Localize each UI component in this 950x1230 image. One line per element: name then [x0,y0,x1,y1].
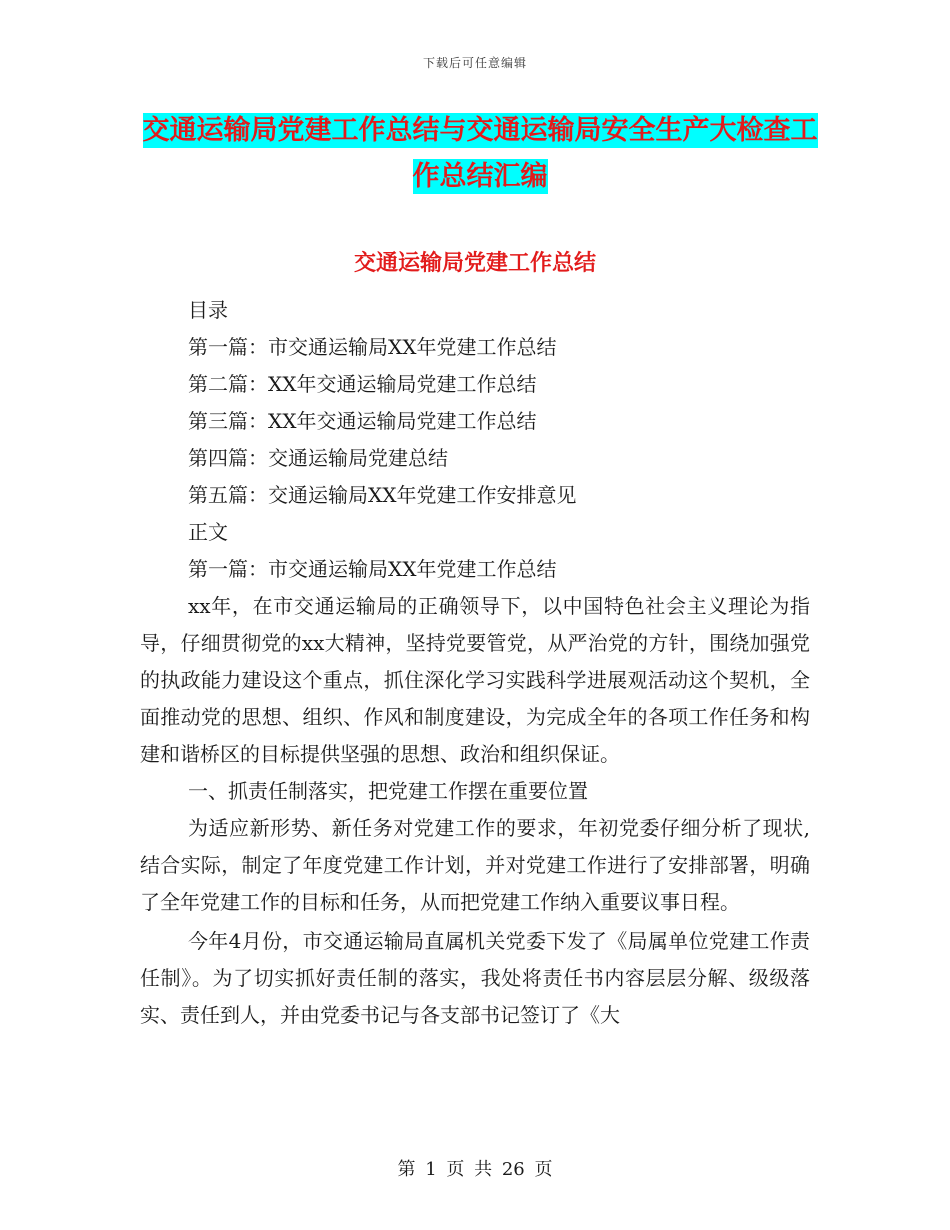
document-main-title [140,108,820,200]
header-note: 下载后可任意编辑 [422,56,527,70]
document-body [140,292,810,1034]
toc-item: 第四篇：交通运输局党建总结 [188,446,448,470]
page-footer: 第 1 页 共 26 页 [397,1159,553,1180]
paragraph-heading: 一、抓责任制落实，把党建工作摆在重要位置 [188,779,588,803]
toc-item: 第三篇：XX年交通运输局党建工作总结 [188,409,537,433]
toc-item: 第一篇：市交通运输局XX年党建工作总结 [188,335,557,359]
paragraph: xx年，在市交通运输局的正确领导下，以中国特色社会主义理论为指导，仔细贯彻党的xx大精神，坚持党要管党，从严治党的方针，围绕加强党的执政能力建设这个重点，抓住深化学习实践科学进展观活动这个契机，全面推动党的思想、组织、作风和制度建设，为完成全年的各项工作任务和构建和谐桥区的目标提供坚强的思想、政治和组织保证。 [140,594,810,766]
section-sub-title: 交通运输局党建工作总结 [353,251,596,276]
paragraph: 今年4月份，市交通运输局直属机关党委下发了《局属单位党建工作责任制》。为了切实抓好责任制的落实，我处将责任书内容层层分解、级级落实、责任到人，并由党委书记与各支部书记签订了《大 [140,929,810,1027]
toc-item: 第二篇：XX年交通运输局党建工作总结 [188,372,537,396]
main-title-highlight: 交通运输局党建工作总结与交通运输局安全生产大检查工作总结汇编 [142,115,818,192]
toc-item: 第五篇：交通运输局XX年党建工作安排意见 [188,483,577,507]
paragraph: 为适应新形势、新任务对党建工作的要求，年初党委仔细分析了现状,结合实际，制定了年度党建工作计划，并对党建工作进行了安排部署，明确了全年党建工作的目标和任务，从而把党建工作纳入重要议事日程。 [140,816,810,914]
toc-label: 目录 [188,298,228,322]
body-label: 正文 [188,520,228,544]
section-title: 第一篇：市交通运输局XX年党建工作总结 [188,557,557,581]
